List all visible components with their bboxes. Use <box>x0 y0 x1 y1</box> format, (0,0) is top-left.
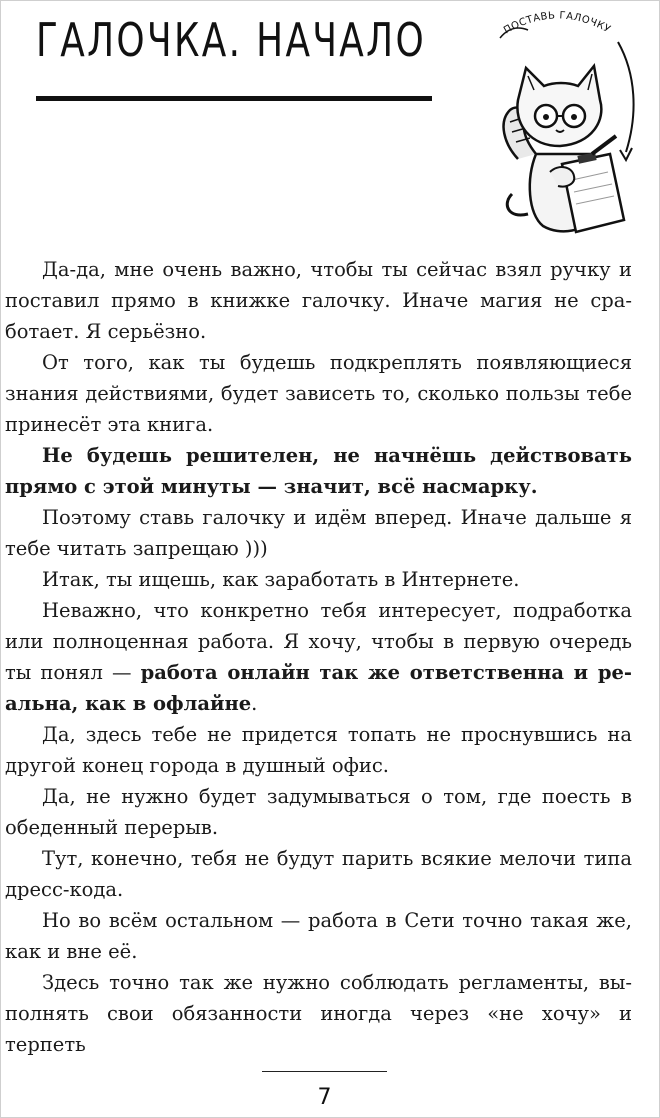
paragraph: Здесь точно так же нужно соблюдать регламенты, выполнять свои обязанности иногда через «не хочу» и терпеть <box>5 971 632 1056</box>
page-number: 7 <box>317 1085 332 1110</box>
paragraph: Да, не нужно будет задумываться о том, где поесть в обеденный перерыв. <box>5 785 632 839</box>
paragraph: Да-да, мне очень важно, чтобы ты сейчас взял ручку и поставил прямо в книжке галочку. Иначе магия не сработает. Я серьёзно. <box>5 258 632 343</box>
emphasis-text: работа онлайн так же ответственна и реальна, как в офлайне <box>5 661 632 715</box>
page-body-text <box>5 254 632 1060</box>
illustration-caption: ПОСТАВЬ ГАЛОЧКУ <box>502 10 613 37</box>
paragraph: Неважно, что конкретно тебя интересует, подработка или полноценная работа. Я хочу, чтобы в первую очередь ты понял — работа онлайн так же ответственна и реальна, как в офлайне. <box>5 599 632 715</box>
footer-rule <box>262 1071 387 1072</box>
paragraph: От того, как ты будешь подкреплять появляющиеся знания действиями, будет зависеть то, сколько пользы тебе принесёт эта книга. <box>5 351 632 436</box>
cat-with-clipboard-illustration <box>488 4 648 244</box>
paragraph-emphasis: Не будешь решителен, не начнёшь действовать прямо с этой минуты — значит, всё насмарку. <box>5 444 632 498</box>
chapter-title: ГАЛОЧКА. НАЧАЛО <box>36 13 427 67</box>
paragraph: Итак, ты ищешь, как заработать в Интернете. <box>42 568 520 591</box>
paragraph: Поэтому ставь галочку и идём вперед. Иначе дальше я тебе читать запрещаю ))) <box>5 506 632 560</box>
title-underline <box>36 96 432 101</box>
svg-text:ПОСТАВЬ ГАЛОЧКУ <box>502 10 612 36</box>
paragraph: Но во всём остальном — работа в Сети точно такая же, как и вне её. <box>5 909 632 963</box>
paragraph: Да, здесь тебе не придется топать не проснувшись на другой конец города в душный офис. <box>5 723 632 777</box>
paragraph: Тут, конечно, тебя не будут парить всякие мелочи типа дресс-кода. <box>5 847 632 901</box>
